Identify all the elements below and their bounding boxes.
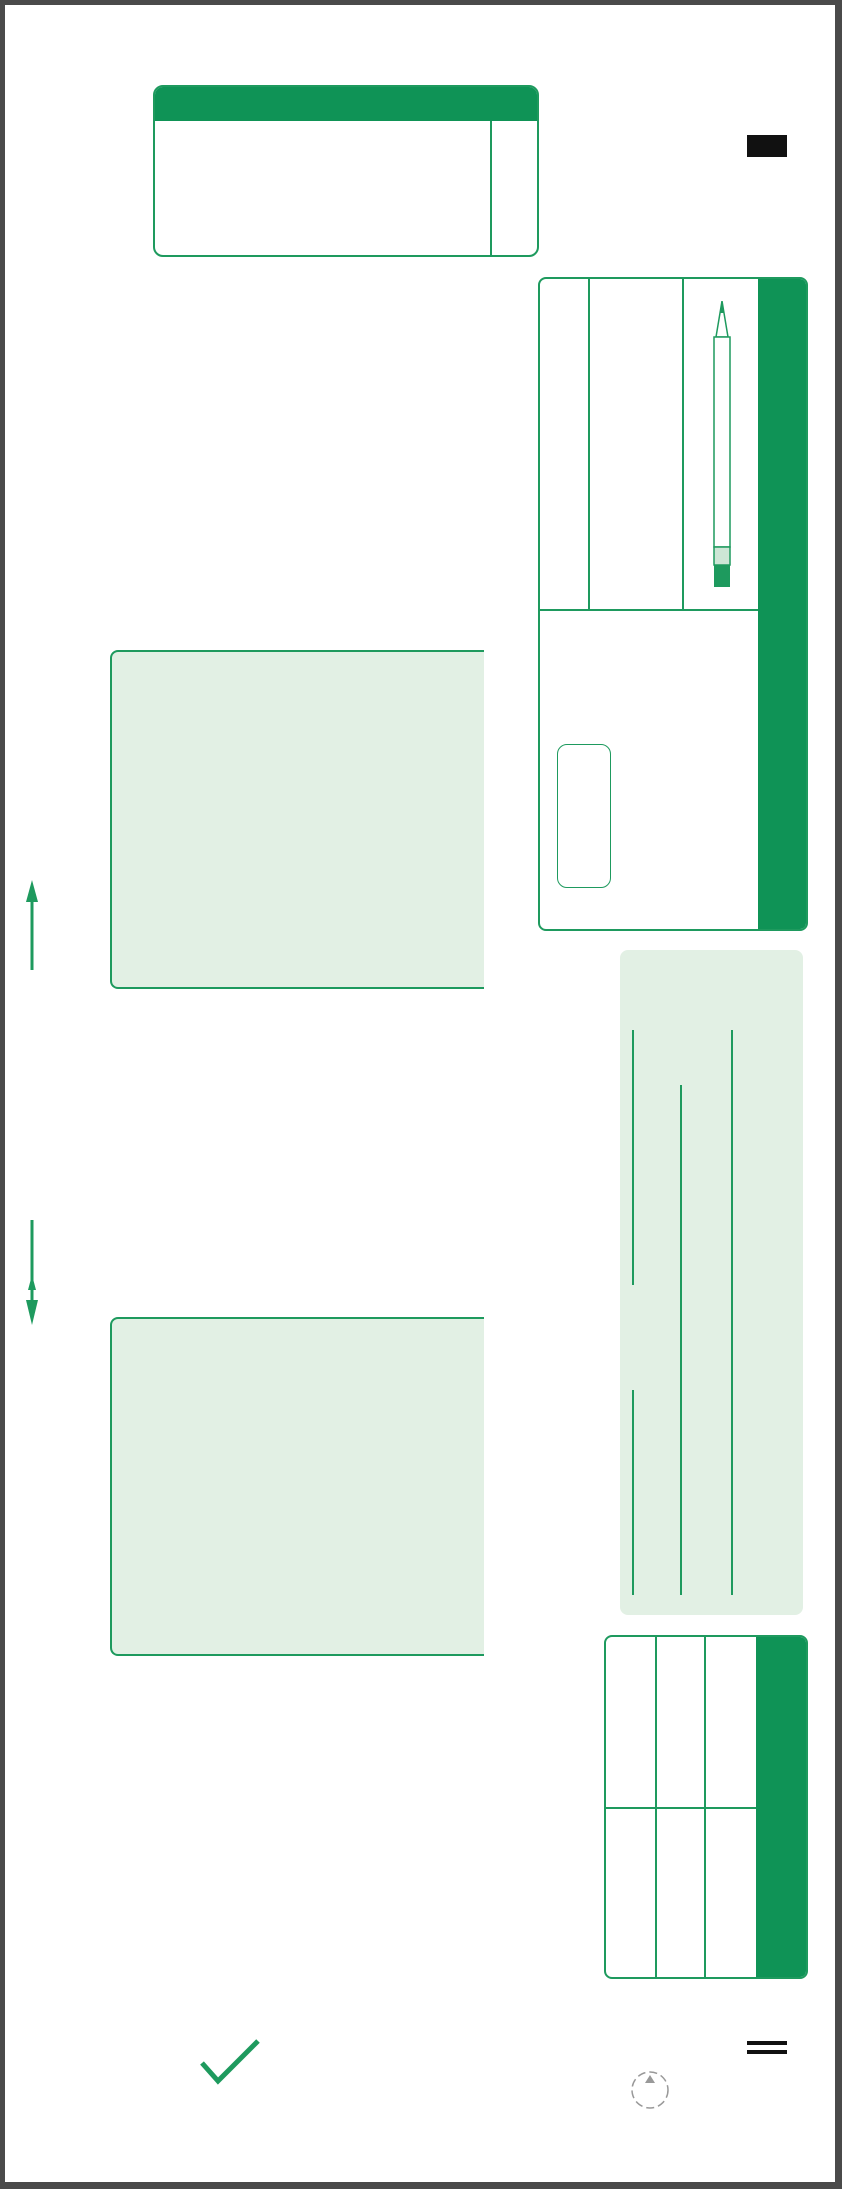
instructor-title <box>155 87 537 121</box>
important-col-divider <box>588 279 590 609</box>
student-score-box <box>557 744 611 888</box>
test-record-band <box>756 1637 806 1977</box>
instructor-divider <box>490 121 492 255</box>
important-panel <box>538 277 808 931</box>
hour-line[interactable] <box>632 1390 634 1595</box>
recycle-icon <box>625 2065 675 2115</box>
date-line[interactable] <box>632 1030 634 1285</box>
revision-line <box>157 2149 171 2164</box>
pencil-icon <box>710 301 734 591</box>
registration-mark <box>747 135 787 157</box>
registration-mark-bottom-1 <box>747 2041 787 2045</box>
feed-arrow <box>25 880 37 1330</box>
name-fields-box <box>620 950 803 1615</box>
test-record-box <box>604 1635 808 1979</box>
important-divider <box>540 609 758 611</box>
check-logo-icon <box>200 2037 260 2085</box>
record-row-line <box>606 1807 756 1809</box>
instructor-box <box>153 85 539 257</box>
shade-band-31-40 <box>110 1317 484 1656</box>
name-line[interactable] <box>731 1030 733 1595</box>
registration-mark-bottom-2 <box>747 2050 787 2054</box>
important-band <box>758 279 806 929</box>
shade-band-11-20 <box>110 650 484 989</box>
answer-sheet <box>5 5 835 2182</box>
subject-line[interactable] <box>680 1085 682 1595</box>
important-col-divider-2 <box>682 279 684 609</box>
